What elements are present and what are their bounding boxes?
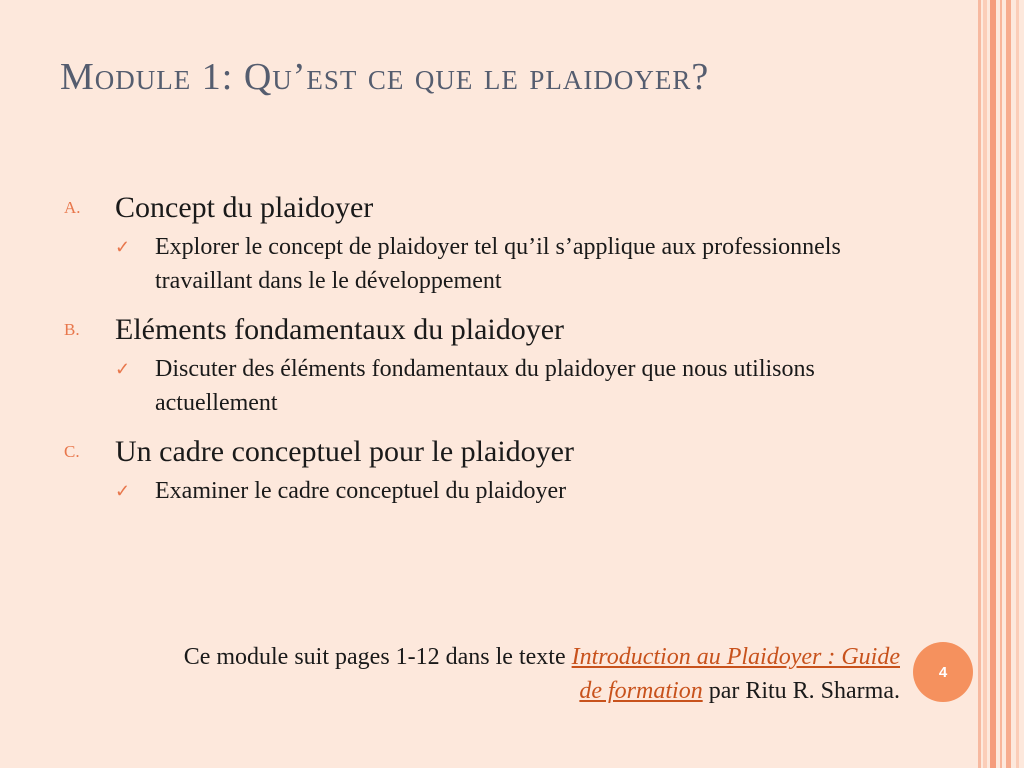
stripe — [1016, 0, 1019, 768]
stripe — [1000, 0, 1002, 768]
section-heading: Un cadre conceptuel pour le plaidoyer — [115, 435, 574, 468]
section-a — [60, 186, 880, 298]
source-note-prefix: Ce module suit pages 1-12 dans le texte — [183, 644, 572, 670]
detail-text: Explorer le concept de plaidoyer tel qu’il s’applique aux professionnels travaillant dans le le développement — [155, 234, 841, 294]
section-detail — [115, 474, 880, 508]
section-c — [60, 430, 880, 508]
source-note — [160, 640, 900, 708]
section-heading: Eléments fondamentaux du plaidoyer — [115, 313, 565, 346]
stripe — [978, 0, 981, 768]
section-detail — [115, 230, 880, 298]
page-number-badge: 4 — [913, 642, 973, 702]
section-marker: B. — [64, 320, 80, 339]
checkmark-icon: ✓ — [115, 481, 131, 501]
stripe — [990, 0, 996, 768]
section-marker: C. — [64, 442, 80, 461]
stripe — [983, 0, 987, 768]
source-note-suffix: par Ritu R. Sharma. — [702, 678, 900, 704]
stripe — [1006, 0, 1011, 768]
checkmark-icon: ✓ — [115, 359, 131, 379]
decorative-stripes — [978, 0, 1024, 768]
section-detail — [115, 352, 880, 420]
section-b — [60, 308, 880, 420]
section-heading: Concept du plaidoyer — [115, 191, 374, 224]
detail-text: Discuter des éléments fondamentaux du plaidoyer que nous utilisons actuellement — [155, 356, 815, 416]
detail-text: Examiner le cadre conceptuel du plaidoyer — [155, 478, 567, 504]
slide-title: Module 1: Qu’est ce que le plaidoyer? — [60, 56, 710, 98]
checkmark-icon: ✓ — [115, 237, 131, 257]
slide-content — [60, 186, 880, 518]
section-marker: A. — [64, 198, 81, 217]
book-title-link[interactable]: Introduction au Plaidoyer : Guide de formation — [571, 644, 900, 704]
